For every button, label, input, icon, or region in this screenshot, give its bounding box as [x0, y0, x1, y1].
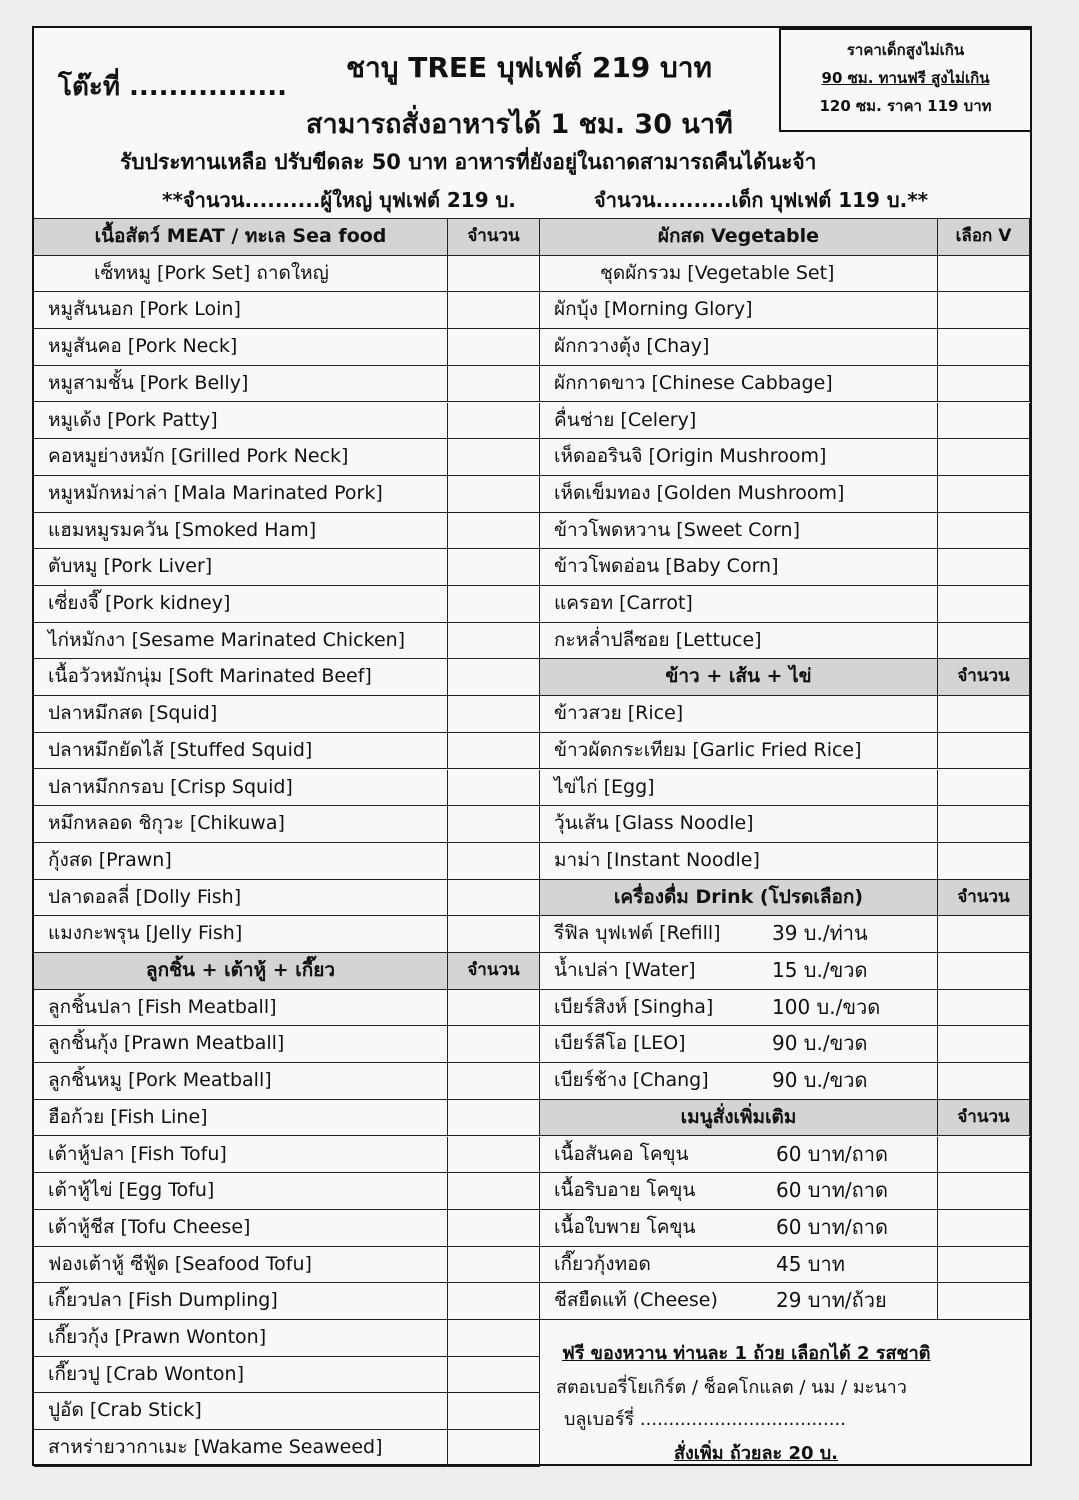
rice-item: วุ้นเส้น [Glass Noodle]	[540, 806, 938, 843]
kid-info-line-3: 120 ซม. ราคา 119 บาท	[819, 97, 992, 115]
rice-qty-field[interactable]	[938, 733, 1030, 770]
extra-menu-item: เนื้อสันคอ โคขุน 60 บาท/ถาด	[540, 1137, 938, 1174]
meatball-item: เกี๊ยวปลา [Fish Dumpling]	[34, 1283, 448, 1320]
extra-menu-price: 60 บาท/ถาด	[776, 1141, 888, 1166]
drink-section-header: เครื่องดื่ม Drink (โปรดเลือก)	[540, 880, 938, 917]
drink-qty-field[interactable]	[938, 1026, 1030, 1063]
meatball-item: เต้าหู้ปลา [Fish Tofu]	[34, 1137, 448, 1174]
meat-qty-field[interactable]	[448, 623, 540, 660]
vegetable-select-field[interactable]	[938, 256, 1030, 293]
meatball-item: ลูกชิ้นหมู [Pork Meatball]	[34, 1063, 448, 1100]
meatball-qty-field[interactable]	[448, 1137, 540, 1174]
meatball-item: ลูกชิ้นปลา [Fish Meatball]	[34, 990, 448, 1027]
meatball-item: ปูอัด [Crab Stick]	[34, 1393, 448, 1430]
kid-info-line-2: 90 ซม. ทานฟรี สูงไม่เกิน	[821, 69, 990, 87]
meat-qty-field[interactable]	[448, 549, 540, 586]
rice-qty-header: จำนวน	[938, 659, 1030, 696]
vegetable-select-field[interactable]	[938, 439, 1030, 476]
meat-qty-field[interactable]	[448, 439, 540, 476]
meatball-qty-field[interactable]	[448, 1173, 540, 1210]
meat-qty-field[interactable]	[448, 256, 540, 293]
vegetable-item: ข้าวโพดอ่อน [Baby Corn]	[540, 549, 938, 586]
vegetable-item: แครอท [Carrot]	[540, 586, 938, 623]
dessert-flavors-line: สตอเบอรี่โยเกิร์ต / ช็อคโกแลต / นม / มะนาว	[556, 1377, 907, 1398]
meat-item: กุ้งสด [Prawn]	[34, 843, 448, 880]
vegetable-item: เห็ดออรินจิ [Origin Mushroom]	[540, 439, 938, 476]
meat-item: หมูเด้ง [Pork Patty]	[34, 403, 448, 440]
meat-item: เซ็ทหมู [Pork Set] ถาดใหญ่	[34, 256, 448, 293]
meatball-item: ลูกชิ้นกุ้ง [Prawn Meatball]	[34, 1026, 448, 1063]
extra-menu-price: 45 บาท	[776, 1251, 845, 1276]
meat-qty-field[interactable]	[448, 586, 540, 623]
meatball-item: เต้าหู้ไข่ [Egg Tofu]	[34, 1173, 448, 1210]
meat-item: ปลาหมึกกรอบ [Crisp Squid]	[34, 770, 448, 807]
drink-price: 100 บ./ขวด	[772, 994, 881, 1019]
extra-menu-header: เมนูสั่งเพิ่มเติม	[540, 1100, 938, 1137]
drink-item: น้ำเปล่า [Water] 15 บ./ขวด	[540, 953, 938, 990]
waste-fine-note: รับประทานเหลือ ปรับขีดละ 50 บาท อาหารที่ยังอยู่ในถาดสามารถคืนได้นะจ้า	[120, 150, 817, 174]
meat-item: แมงกะพรุน [Jelly Fish]	[34, 916, 448, 953]
extra-menu-item: เนื้อริบอาย โคขุน 60 บาท/ถาด	[540, 1173, 938, 1210]
meatball-item: เต้าหู้ชีส [Tofu Cheese]	[34, 1210, 448, 1247]
meatball-qty-field[interactable]	[448, 1283, 540, 1320]
extra-qty-header: จำนวน	[938, 1100, 1030, 1137]
meat-item: ปลาหมึกยัดไส้ [Stuffed Squid]	[34, 733, 448, 770]
meat-item: หมึกหลอด ชิกุวะ [Chikuwa]	[34, 806, 448, 843]
vegetable-item: ผักกวางตุ้ง [Chay]	[540, 329, 938, 366]
drink-price: 15 บ./ขวด	[772, 958, 868, 982]
meatball-item: สาหร่ายวากาเมะ [Wakame Seaweed]	[34, 1430, 448, 1467]
meat-qty-field[interactable]	[448, 770, 540, 807]
meat-qty-field[interactable]	[448, 843, 540, 880]
meat-qty-field[interactable]	[448, 916, 540, 953]
drink-price: 90 บ./ขวด	[772, 1068, 868, 1093]
vegetable-select-field[interactable]	[938, 513, 1030, 550]
free-dessert-line: ฟรี ของหวาน ท่านละ 1 ถ้วย เลือกได้ 2 รสชาติ	[562, 1343, 931, 1364]
meatball-section-header: ลูกชิ้น + เต้าหู้ + เกี๊ยว	[34, 953, 448, 990]
drink-item: เบียร์ลีโอ [LEO] 90 บ./ขวด	[540, 1026, 938, 1063]
extra-qty-field[interactable]	[938, 1210, 1030, 1247]
page-title: ชาบู TREE บุฟเฟต์ 219 บาท	[346, 51, 712, 84]
extra-qty-field[interactable]	[938, 1173, 1030, 1210]
vegetable-select-field[interactable]	[938, 476, 1030, 513]
drink-qty-field[interactable]	[938, 916, 1030, 953]
rice-qty-field[interactable]	[938, 770, 1030, 807]
order-sheet	[32, 26, 1032, 1466]
dessert-blueberry-line: บลูเบอร์รี่ ....................................	[564, 1409, 846, 1430]
child-count-field[interactable]: จำนวน..........เด็ก บุฟเฟต์ 119 บ.**	[594, 188, 929, 212]
rice-qty-field[interactable]	[938, 843, 1030, 880]
vegetable-section-header: ผักสด Vegetable	[540, 219, 938, 256]
adult-count-field[interactable]: **จำนวน..........ผู้ใหญ่ บุฟเฟต์ 219 บ.	[162, 188, 516, 212]
extra-menu-price: 29 บาท/ถ้วย	[776, 1288, 887, 1313]
drink-qty-field[interactable]	[938, 953, 1030, 990]
meatball-item: เกี๊ยวกุ้ง [Prawn Wonton]	[34, 1320, 448, 1357]
meat-section-header: เนื้อสัตว์ MEAT / ทะเล Sea food	[34, 219, 448, 256]
extra-menu-price: 60 บาท/ถาด	[776, 1214, 888, 1239]
vegetable-item: ผักบุ้ง [Morning Glory]	[540, 292, 938, 329]
dessert-extra-price: สั่งเพิ่ม ถ้วยละ 20 บ.	[674, 1443, 839, 1464]
vegetable-item: ข้าวโพดหวาน [Sweet Corn]	[540, 513, 938, 550]
extra-qty-field[interactable]	[938, 1283, 1030, 1320]
meatball-qty-field[interactable]	[448, 1393, 540, 1430]
meat-item: เนื้อวัวหมักนุ่ม [Soft Marinated Beef]	[34, 659, 448, 696]
drink-item: เบียร์สิงห์ [Singha] 100 บ./ขวด	[540, 990, 938, 1027]
meatball-item: ฮือก้วย [Fish Line]	[34, 1100, 448, 1137]
meat-item: หมูสันคอ [Pork Neck]	[34, 329, 448, 366]
meat-qty-field[interactable]	[448, 513, 540, 550]
meat-qty-field[interactable]	[448, 476, 540, 513]
extra-menu-item: เกี๊ยวกุ้งทอด 45 บาท	[540, 1247, 938, 1284]
meat-item: เซี่ยงจี๊ [Pork kidney]	[34, 586, 448, 623]
drink-item: เบียร์ช้าง [Chang] 90 บ./ขวด	[540, 1063, 938, 1100]
meatball-qty-field[interactable]	[448, 990, 540, 1027]
kid-price-box	[779, 28, 1032, 132]
meat-item: คอหมูย่างหมัก [Grilled Pork Neck]	[34, 439, 448, 476]
vegetable-item: ผักกาดขาว [Chinese Cabbage]	[540, 366, 938, 403]
meatball-item: ฟองเต้าหู้ ซีฟู้ด [Seafood Tofu]	[34, 1247, 448, 1284]
meat-item: หมูหมักหม่าล่า [Mala Marinated Pork]	[34, 476, 448, 513]
rice-section-header: ข้าว + เส้น + ไข่	[540, 659, 938, 696]
meat-qty-field[interactable]	[448, 329, 540, 366]
rice-item: ข้าวสวย [Rice]	[540, 696, 938, 733]
rice-qty-field[interactable]	[938, 696, 1030, 733]
drink-price: 90 บ./ขวด	[772, 1031, 868, 1056]
meatball-qty-field[interactable]	[448, 1320, 540, 1357]
rice-item: มาม่า [Instant Noodle]	[540, 843, 938, 880]
drink-qty-field[interactable]	[938, 1063, 1030, 1100]
table-number-label: โต๊ะที่ ................	[58, 72, 288, 102]
extra-qty-field[interactable]	[938, 1247, 1030, 1284]
meatball-qty-field[interactable]	[448, 1026, 540, 1063]
meat-qty-field[interactable]	[448, 403, 540, 440]
meat-qty-field[interactable]	[448, 366, 540, 403]
meat-qty-header: จำนวน	[448, 219, 540, 256]
meat-item: ตับหมู [Pork Liver]	[34, 549, 448, 586]
meat-qty-field[interactable]	[448, 880, 540, 917]
vegetable-item: กะหล่ำปลีซอย [Lettuce]	[540, 623, 938, 660]
vegetable-select-header: เลือก V	[938, 219, 1030, 256]
drink-qty-header: จำนวน	[938, 880, 1030, 917]
meatball-qty-field[interactable]	[448, 1210, 540, 1247]
vegetable-select-field[interactable]	[938, 586, 1030, 623]
meat-qty-field[interactable]	[448, 659, 540, 696]
meatball-qty-field[interactable]	[448, 1100, 540, 1137]
meatball-qty-field[interactable]	[448, 1430, 540, 1467]
rice-item: ข้าวผัดกระเทียม [Garlic Fried Rice]	[540, 733, 938, 770]
meat-qty-field[interactable]	[448, 292, 540, 329]
drink-price: 39 บ./ท่าน	[772, 921, 868, 946]
meat-item: แฮมหมูรมควัน [Smoked Ham]	[34, 513, 448, 550]
extra-menu-price: 60 บาท/ถาด	[776, 1178, 888, 1203]
rice-qty-field[interactable]	[938, 806, 1030, 843]
meat-item: ปลาดอลลี่ [Dolly Fish]	[34, 880, 448, 917]
meat-item: หมูสันนอก [Pork Loin]	[34, 292, 448, 329]
meat-item: ไก่หมักงา [Sesame Marinated Chicken]	[34, 623, 448, 660]
vegetable-select-field[interactable]	[938, 329, 1030, 366]
vegetable-select-field[interactable]	[938, 292, 1030, 329]
vegetable-select-field[interactable]	[938, 366, 1030, 403]
extra-qty-field[interactable]	[938, 1137, 1030, 1174]
meatball-qty-field[interactable]	[448, 1357, 540, 1394]
kid-info-line-1: ราคาเด็กสูงไม่เกิน	[846, 41, 965, 59]
drink-item: รีฟิล บุฟเฟต์ [Refill] 39 บ./ท่าน	[540, 916, 938, 953]
meat-item: ปลาหมึกสด [Squid]	[34, 696, 448, 733]
vegetable-select-field[interactable]	[938, 623, 1030, 660]
meatball-qty-field[interactable]	[448, 1247, 540, 1284]
meat-item: หมูสามชั้น [Pork Belly]	[34, 366, 448, 403]
meatball-qty-field[interactable]	[448, 1063, 540, 1100]
vegetable-select-field[interactable]	[938, 549, 1030, 586]
meat-qty-field[interactable]	[448, 696, 540, 733]
extra-menu-item: เนื้อใบพาย โคขุน 60 บาท/ถาด	[540, 1210, 938, 1247]
vegetable-item: เห็ดเข็มทอง [Golden Mushroom]	[540, 476, 938, 513]
vegetable-item: ชุดผักรวม [Vegetable Set]	[540, 256, 938, 293]
extra-menu-item: ชีสยืดแท้ (Cheese) 29 บาท/ถ้วย	[540, 1283, 938, 1320]
meat-qty-field[interactable]	[448, 806, 540, 843]
meatball-qty-header: จำนวน	[448, 953, 540, 990]
rice-item: ไข่ไก่ [Egg]	[540, 770, 938, 807]
vegetable-item: คื่นช่าย [Celery]	[540, 403, 938, 440]
meat-qty-field[interactable]	[448, 733, 540, 770]
meatball-item: เกี๊ยวปู [Crab Wonton]	[34, 1357, 448, 1394]
drink-qty-field[interactable]	[938, 990, 1030, 1027]
time-limit-subtitle: สามารถสั่งอาหารได้ 1 ชม. 30 นาที	[306, 109, 733, 140]
vegetable-select-field[interactable]	[938, 403, 1030, 440]
